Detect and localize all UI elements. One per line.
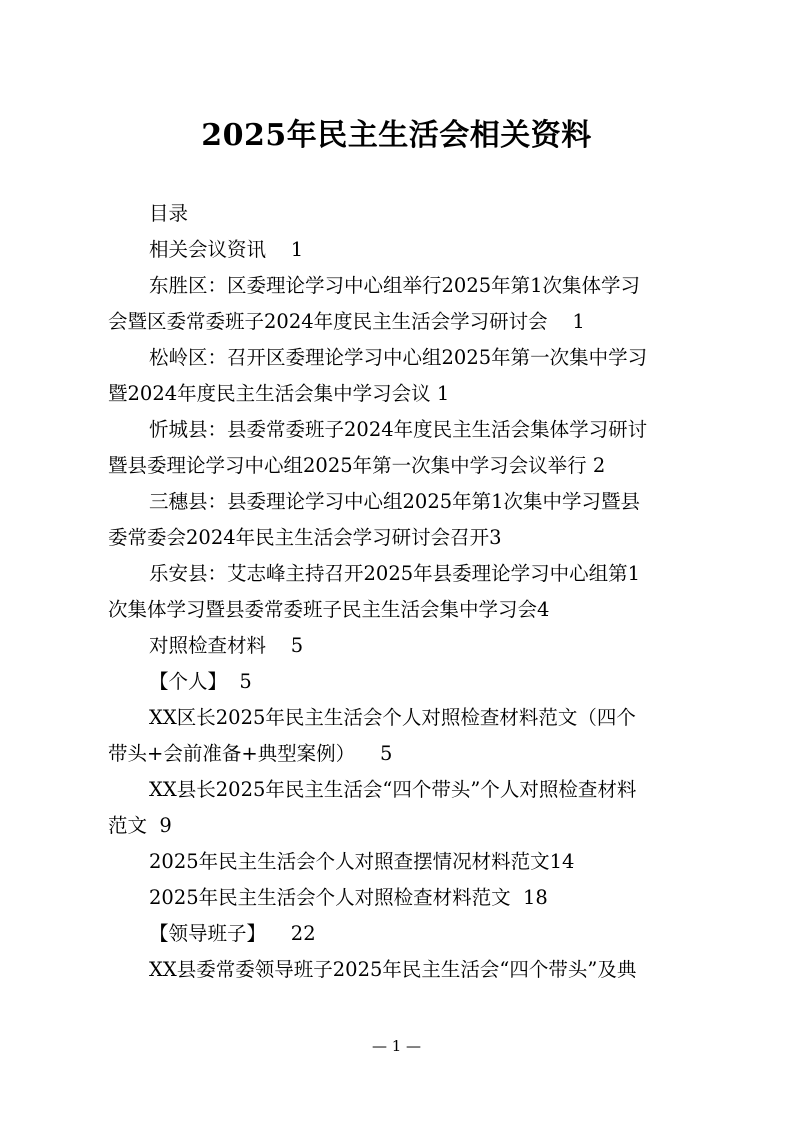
toc-line: 目录 xyxy=(149,202,189,225)
toc-line: 范文 9 xyxy=(108,814,172,837)
toc-line: 次集体学习暨县委常委班子民主生活会集中学习会4 xyxy=(108,598,550,621)
toc-line: 带头+会前准备+典型案例） 5 xyxy=(108,742,393,765)
page-number: — 1 — xyxy=(371,1037,422,1055)
toc-line: 委常委会2024年民主生活会学习研讨会召开3 xyxy=(108,526,502,549)
toc-line: 暨2024年度民主生活会集中学习会议 1 xyxy=(108,382,450,405)
toc-line: 相关会议资讯 1 xyxy=(149,238,304,261)
toc-line: 乐安县：艾志峰主持召开2025年县委理论学习中心组第1 xyxy=(149,562,641,585)
toc-line: 对照检查材料 5 xyxy=(149,634,304,657)
toc-line: XX区长2025年民主生活会个人对照检查材料范文（四个 xyxy=(149,706,636,729)
toc-line: XX县长2025年民主生活会“四个带头”个人对照检查材料 xyxy=(149,778,637,801)
toc-line: 【领导班子】 22 xyxy=(149,922,316,945)
toc-line: 松岭区：召开区委理论学习中心组2025年第一次集中学习 xyxy=(149,346,648,369)
toc-line: XX县委常委领导班子2025年民主生活会“四个带头”及典 xyxy=(149,958,637,981)
table-of-contents xyxy=(108,196,688,988)
toc-line: 三穗县：县委理论学习中心组2025年第1次集中学习暨县 xyxy=(149,490,641,513)
toc-line: 会暨区委常委班子2024年度民主生活会学习研讨会 1 xyxy=(108,310,585,333)
toc-line: 东胜区：区委理论学习中心组举行2025年第1次集体学习 xyxy=(149,274,641,297)
toc-line: 忻城县：县委常委班子2024年度民主生活会集体学习研讨 xyxy=(149,418,648,441)
toc-line: 2025年民主生活会个人对照检查材料范文 18 xyxy=(149,886,548,909)
toc-line: 【个人】 5 xyxy=(149,670,252,693)
page-title: 2025年民主生活会相关资料 xyxy=(201,118,592,153)
toc-line: 暨县委理论学习中心组2025年第一次集中学习会议举行 2 xyxy=(108,454,606,477)
toc-line: 2025年民主生活会个人对照查摆情况材料范文14 xyxy=(149,850,575,873)
